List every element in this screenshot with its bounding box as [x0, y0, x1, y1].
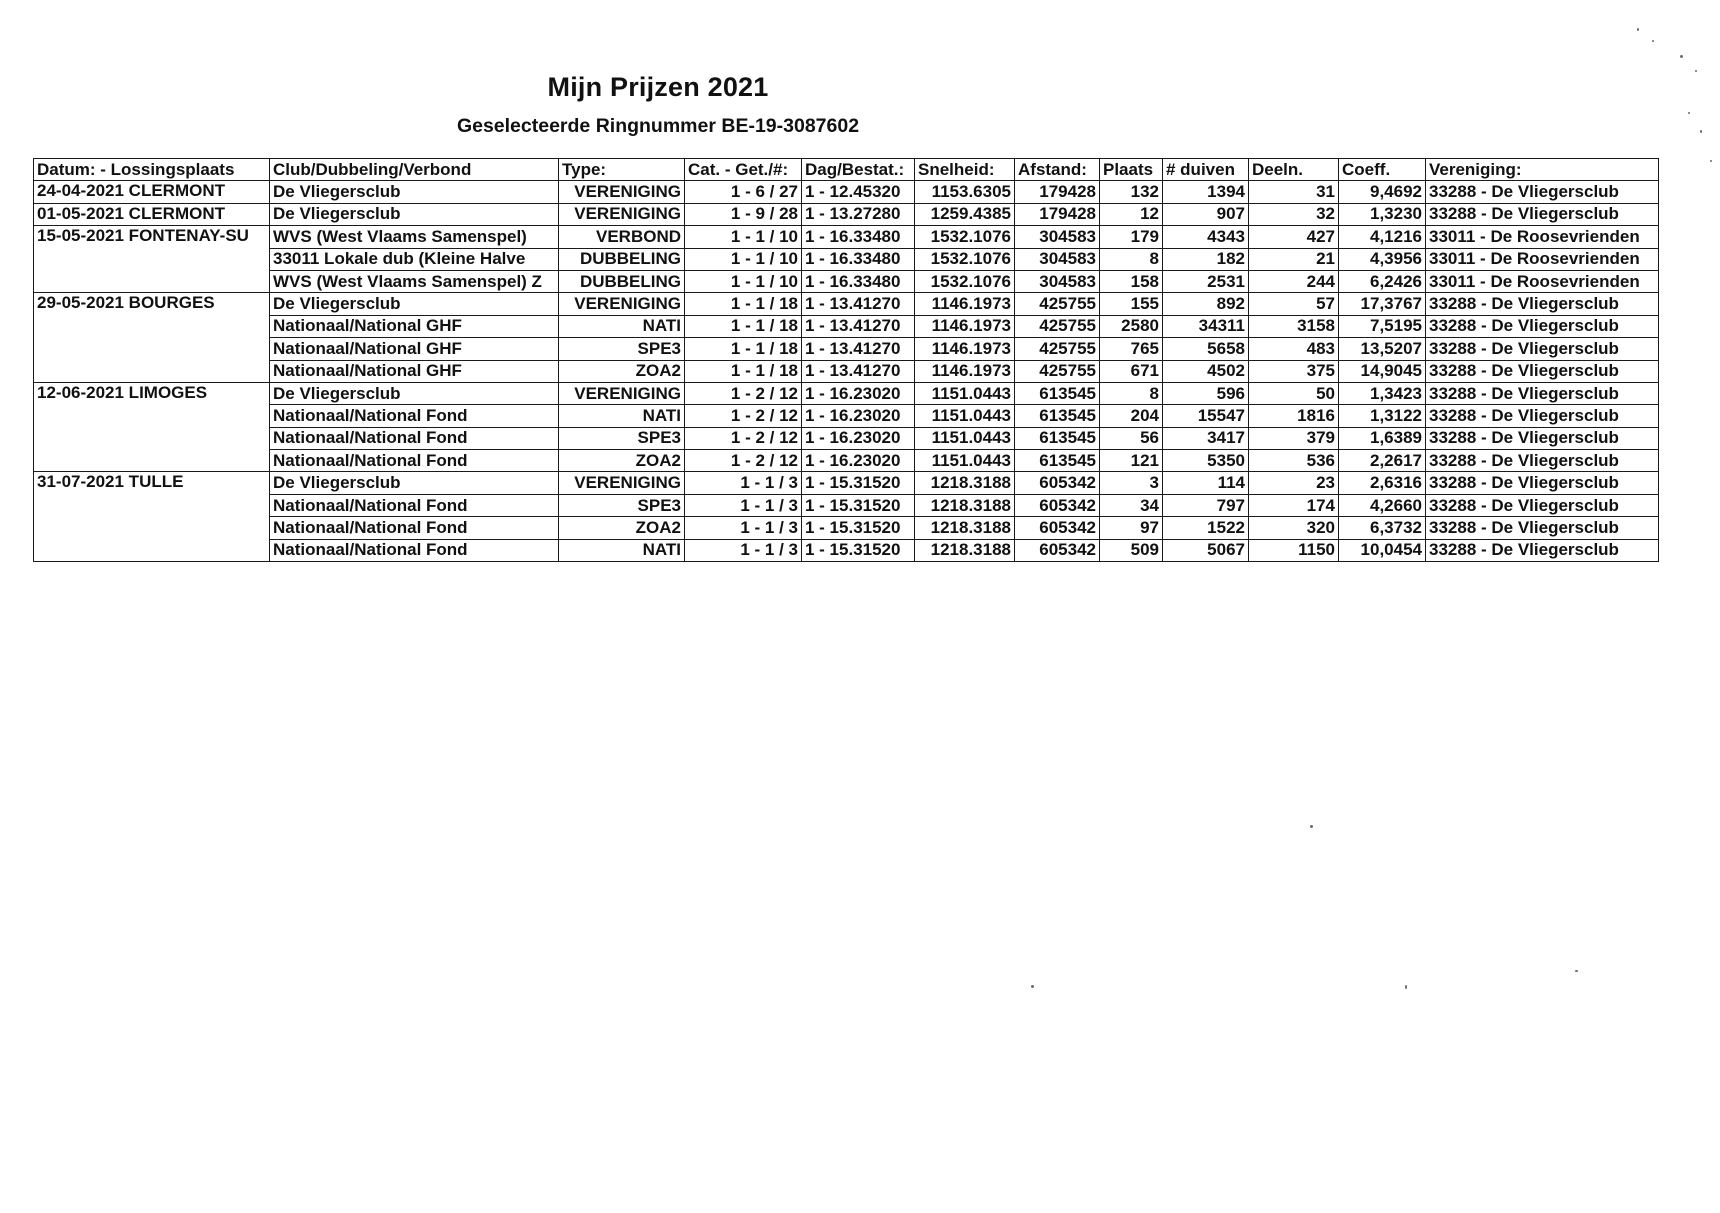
participants-cell: 21 — [1249, 248, 1339, 270]
scan-speck — [1310, 825, 1313, 828]
speed-cell: 1151.0443 — [915, 405, 1015, 427]
place-cell: 97 — [1100, 517, 1163, 539]
coefficient-cell: 4,3956 — [1339, 248, 1426, 270]
participants-cell: 536 — [1249, 450, 1339, 472]
date-place-label: 01-05-2021 CLERMONT — [37, 203, 226, 223]
scan-speck — [1652, 40, 1654, 42]
arrival-cell: 1 - 16.23020 — [802, 405, 915, 427]
pigeons-cell: 1394 — [1163, 181, 1249, 203]
table-row — [34, 248, 1659, 270]
arrival-cell: 1 - 13.41270 — [802, 360, 915, 382]
table-row — [34, 181, 1659, 203]
pigeons-cell: 2531 — [1163, 270, 1249, 292]
type-cell: VERENIGING — [559, 181, 685, 203]
distance-cell: 425755 — [1015, 338, 1100, 360]
scan-speck — [1031, 985, 1034, 988]
participants-cell: 31 — [1249, 181, 1339, 203]
club-cell: Nationaal/National Fond — [270, 427, 559, 449]
place-cell: 179 — [1100, 226, 1163, 248]
arrival-cell: 1 - 16.23020 — [802, 382, 915, 404]
arrival-cell: 1 - 16.33480 — [802, 270, 915, 292]
association-cell: 33288 - De Vliegersclub — [1426, 450, 1659, 472]
category-cell: 1 - 1 / 10 — [685, 270, 802, 292]
club-cell: 33011 Lokale dub (Kleine Halve — [270, 248, 559, 270]
column-header-snelheid: Snelheid: — [915, 159, 1015, 181]
column-header-deeln: Deeln. — [1249, 159, 1339, 181]
distance-cell: 605342 — [1015, 539, 1100, 561]
distance-cell: 179428 — [1015, 203, 1100, 225]
club-cell: De Vliegersclub — [270, 293, 559, 315]
place-cell: 204 — [1100, 405, 1163, 427]
coefficient-cell: 2,6316 — [1339, 472, 1426, 494]
column-header-plaats: Plaats — [1100, 159, 1163, 181]
place-cell: 2580 — [1100, 315, 1163, 337]
speed-cell: 1218.3188 — [915, 517, 1015, 539]
date-place-cell — [34, 203, 270, 225]
participants-cell: 3158 — [1249, 315, 1339, 337]
type-cell: VERENIGING — [559, 382, 685, 404]
category-cell: 1 - 1 / 3 — [685, 472, 802, 494]
pigeons-cell: 5350 — [1163, 450, 1249, 472]
speed-cell: 1218.3188 — [915, 539, 1015, 561]
table-row — [34, 427, 1659, 449]
association-cell: 33011 - De Roosevrienden — [1426, 226, 1659, 248]
distance-cell: 304583 — [1015, 270, 1100, 292]
column-header-afstand: Afstand: — [1015, 159, 1100, 181]
arrival-cell: 1 - 16.23020 — [802, 450, 915, 472]
date-place-cell — [34, 181, 270, 203]
arrival-cell: 1 - 13.41270 — [802, 293, 915, 315]
type-cell: DUBBELING — [559, 248, 685, 270]
participants-cell: 23 — [1249, 472, 1339, 494]
arrival-cell: 1 - 16.33480 — [802, 248, 915, 270]
coefficient-cell: 4,1216 — [1339, 226, 1426, 248]
scan-speck — [1700, 130, 1702, 133]
pigeons-cell: 5067 — [1163, 539, 1249, 561]
speed-cell: 1151.0443 — [915, 427, 1015, 449]
page-subtitle: Geselecteerde Ringnummer BE-19-3087602 — [456, 115, 860, 137]
coefficient-cell: 1,3230 — [1339, 203, 1426, 225]
coefficient-cell: 17,3767 — [1339, 293, 1426, 315]
table-row — [34, 382, 1659, 404]
column-header-type: Type: — [559, 159, 685, 181]
club-cell: WVS (West Vlaams Samenspel) — [270, 226, 559, 248]
table-row — [34, 226, 1659, 248]
category-cell: 1 - 6 / 27 — [685, 181, 802, 203]
association-cell: 33288 - De Vliegersclub — [1426, 315, 1659, 337]
column-header-coeff: Coeff. — [1339, 159, 1426, 181]
date-place-label: 12-06-2021 LIMOGES — [37, 382, 208, 402]
category-cell: 1 - 9 / 28 — [685, 203, 802, 225]
coefficient-cell: 14,9045 — [1339, 360, 1426, 382]
speed-cell: 1153.6305 — [915, 181, 1015, 203]
date-place-label: 29-05-2021 BOURGES — [37, 293, 215, 313]
pigeons-cell: 797 — [1163, 494, 1249, 516]
place-cell: 3 — [1100, 472, 1163, 494]
type-cell: SPE3 — [559, 338, 685, 360]
pigeons-cell: 3417 — [1163, 427, 1249, 449]
date-place-label: 24-04-2021 CLERMONT — [37, 181, 226, 201]
association-cell: 33011 - De Roosevrienden — [1426, 270, 1659, 292]
table-row — [34, 203, 1659, 225]
participants-cell: 379 — [1249, 427, 1339, 449]
column-header-dag: Dag/Bestat.: — [802, 159, 915, 181]
participants-cell: 1150 — [1249, 539, 1339, 561]
column-header-duiven: # duiven — [1163, 159, 1249, 181]
place-cell: 509 — [1100, 539, 1163, 561]
pigeons-cell: 34311 — [1163, 315, 1249, 337]
table-row — [34, 315, 1659, 337]
arrival-cell: 1 - 13.41270 — [802, 338, 915, 360]
category-cell: 1 - 2 / 12 — [685, 427, 802, 449]
date-place-label: 15-05-2021 FONTENAY-SU — [37, 226, 249, 246]
association-cell: 33288 - De Vliegersclub — [1426, 203, 1659, 225]
pigeons-cell: 4502 — [1163, 360, 1249, 382]
date-place-cell — [34, 293, 270, 383]
distance-cell: 179428 — [1015, 181, 1100, 203]
participants-cell: 483 — [1249, 338, 1339, 360]
type-cell: ZOA2 — [559, 517, 685, 539]
pigeons-cell: 15547 — [1163, 405, 1249, 427]
date-place-cell — [34, 382, 270, 472]
pigeons-cell: 5658 — [1163, 338, 1249, 360]
type-cell: SPE3 — [559, 494, 685, 516]
category-cell: 1 - 1 / 18 — [685, 338, 802, 360]
category-cell: 1 - 1 / 3 — [685, 539, 802, 561]
club-cell: De Vliegersclub — [270, 203, 559, 225]
category-cell: 1 - 2 / 12 — [685, 382, 802, 404]
type-cell: VERENIGING — [559, 203, 685, 225]
arrival-cell: 1 - 16.23020 — [802, 427, 915, 449]
prizes-table — [33, 158, 1659, 562]
arrival-cell: 1 - 13.27280 — [802, 203, 915, 225]
place-cell: 155 — [1100, 293, 1163, 315]
association-cell: 33288 - De Vliegersclub — [1426, 181, 1659, 203]
type-cell: VERBOND — [559, 226, 685, 248]
distance-cell: 425755 — [1015, 293, 1100, 315]
table-header-row — [34, 159, 1659, 181]
club-cell: WVS (West Vlaams Samenspel) Z — [270, 270, 559, 292]
place-cell: 671 — [1100, 360, 1163, 382]
distance-cell: 425755 — [1015, 360, 1100, 382]
column-header-datum: Datum: - Lossingsplaats — [34, 159, 270, 181]
category-cell: 1 - 2 / 12 — [685, 450, 802, 472]
distance-cell: 605342 — [1015, 472, 1100, 494]
type-cell: NATI — [559, 539, 685, 561]
pigeons-cell: 907 — [1163, 203, 1249, 225]
distance-cell: 613545 — [1015, 427, 1100, 449]
coefficient-cell: 4,2660 — [1339, 494, 1426, 516]
coefficient-cell: 1,6389 — [1339, 427, 1426, 449]
coefficient-cell: 10,0454 — [1339, 539, 1426, 561]
scan-speck — [1637, 28, 1639, 31]
participants-cell: 320 — [1249, 517, 1339, 539]
association-cell: 33288 - De Vliegersclub — [1426, 472, 1659, 494]
type-cell: SPE3 — [559, 427, 685, 449]
association-cell: 33288 - De Vliegersclub — [1426, 360, 1659, 382]
arrival-cell: 1 - 16.33480 — [802, 226, 915, 248]
association-cell: 33288 - De Vliegersclub — [1426, 539, 1659, 561]
scan-speck — [1575, 970, 1578, 972]
speed-cell: 1151.0443 — [915, 382, 1015, 404]
speed-cell: 1151.0443 — [915, 450, 1015, 472]
coefficient-cell: 13,5207 — [1339, 338, 1426, 360]
table-row — [34, 517, 1659, 539]
category-cell: 1 - 1 / 18 — [685, 360, 802, 382]
column-header-cat: Cat. - Get./#: — [685, 159, 802, 181]
club-cell: Nationaal/National Fond — [270, 405, 559, 427]
speed-cell: 1259.4385 — [915, 203, 1015, 225]
table-row — [34, 405, 1659, 427]
association-cell: 33011 - De Roosevrienden — [1426, 248, 1659, 270]
pigeons-cell: 1522 — [1163, 517, 1249, 539]
club-cell: Nationaal/National GHF — [270, 315, 559, 337]
table-row — [34, 270, 1659, 292]
association-cell: 33288 - De Vliegersclub — [1426, 293, 1659, 315]
arrival-cell: 1 - 15.31520 — [802, 472, 915, 494]
table-body — [34, 181, 1659, 562]
coefficient-cell: 2,2617 — [1339, 450, 1426, 472]
arrival-cell: 1 - 15.31520 — [802, 494, 915, 516]
club-cell: De Vliegersclub — [270, 181, 559, 203]
table-row — [34, 539, 1659, 561]
club-cell: Nationaal/National Fond — [270, 517, 559, 539]
pigeons-cell: 596 — [1163, 382, 1249, 404]
table-row — [34, 338, 1659, 360]
date-place-cell — [34, 472, 270, 562]
association-cell: 33288 - De Vliegersclub — [1426, 338, 1659, 360]
participants-cell: 244 — [1249, 270, 1339, 292]
coefficient-cell: 1,3122 — [1339, 405, 1426, 427]
association-cell: 33288 - De Vliegersclub — [1426, 494, 1659, 516]
speed-cell: 1146.1973 — [915, 360, 1015, 382]
speed-cell: 1146.1973 — [915, 338, 1015, 360]
arrival-cell: 1 - 13.41270 — [802, 315, 915, 337]
speed-cell: 1218.3188 — [915, 472, 1015, 494]
pigeons-cell: 182 — [1163, 248, 1249, 270]
category-cell: 1 - 1 / 18 — [685, 293, 802, 315]
place-cell: 8 — [1100, 382, 1163, 404]
scan-speck — [1688, 112, 1690, 114]
table-row — [34, 472, 1659, 494]
club-cell: De Vliegersclub — [270, 382, 559, 404]
column-header-club: Club/Dubbeling/Verbond — [270, 159, 559, 181]
speed-cell: 1218.3188 — [915, 494, 1015, 516]
type-cell: ZOA2 — [559, 450, 685, 472]
speed-cell: 1532.1076 — [915, 270, 1015, 292]
column-header-vereniging: Vereniging: — [1426, 159, 1659, 181]
type-cell: ZOA2 — [559, 360, 685, 382]
participants-cell: 57 — [1249, 293, 1339, 315]
coefficient-cell: 6,3732 — [1339, 517, 1426, 539]
speed-cell: 1146.1973 — [915, 293, 1015, 315]
date-place-cell — [34, 226, 270, 293]
category-cell: 1 - 1 / 3 — [685, 494, 802, 516]
place-cell: 12 — [1100, 203, 1163, 225]
participants-cell: 427 — [1249, 226, 1339, 248]
type-cell: VERENIGING — [559, 472, 685, 494]
distance-cell: 425755 — [1015, 315, 1100, 337]
scan-speck — [1710, 160, 1712, 162]
distance-cell: 605342 — [1015, 494, 1100, 516]
participants-cell: 32 — [1249, 203, 1339, 225]
page-title: Mijn Prijzen 2021 — [547, 72, 769, 102]
place-cell: 8 — [1100, 248, 1163, 270]
distance-cell: 304583 — [1015, 226, 1100, 248]
table-row — [34, 450, 1659, 472]
date-place-label: 31-07-2021 TULLE — [37, 472, 184, 492]
table-row — [34, 494, 1659, 516]
association-cell: 33288 - De Vliegersclub — [1426, 405, 1659, 427]
speed-cell: 1532.1076 — [915, 248, 1015, 270]
pigeons-cell: 892 — [1163, 293, 1249, 315]
coefficient-cell: 6,2426 — [1339, 270, 1426, 292]
participants-cell: 1816 — [1249, 405, 1339, 427]
speed-cell: 1146.1973 — [915, 315, 1015, 337]
pigeons-cell: 4343 — [1163, 226, 1249, 248]
distance-cell: 304583 — [1015, 248, 1100, 270]
association-cell: 33288 - De Vliegersclub — [1426, 427, 1659, 449]
coefficient-cell: 9,4692 — [1339, 181, 1426, 203]
club-cell: Nationaal/National Fond — [270, 450, 559, 472]
place-cell: 56 — [1100, 427, 1163, 449]
association-cell: 33288 - De Vliegersclub — [1426, 517, 1659, 539]
arrival-cell: 1 - 12.45320 — [802, 181, 915, 203]
table-row — [34, 360, 1659, 382]
place-cell: 765 — [1100, 338, 1163, 360]
scan-speck — [1405, 985, 1407, 989]
speed-cell: 1532.1076 — [915, 226, 1015, 248]
coefficient-cell: 7,5195 — [1339, 315, 1426, 337]
place-cell: 34 — [1100, 494, 1163, 516]
table-row — [34, 293, 1659, 315]
participants-cell: 50 — [1249, 382, 1339, 404]
association-cell: 33288 - De Vliegersclub — [1426, 382, 1659, 404]
club-cell: Nationaal/National GHF — [270, 338, 559, 360]
club-cell: De Vliegersclub — [270, 472, 559, 494]
place-cell: 121 — [1100, 450, 1163, 472]
distance-cell: 613545 — [1015, 405, 1100, 427]
scan-speck — [1695, 70, 1697, 72]
category-cell: 1 - 1 / 10 — [685, 226, 802, 248]
coefficient-cell: 1,3423 — [1339, 382, 1426, 404]
distance-cell: 613545 — [1015, 450, 1100, 472]
category-cell: 1 - 1 / 18 — [685, 315, 802, 337]
club-cell: Nationaal/National Fond — [270, 539, 559, 561]
participants-cell: 174 — [1249, 494, 1339, 516]
scan-speck — [1680, 55, 1683, 58]
place-cell: 132 — [1100, 181, 1163, 203]
distance-cell: 613545 — [1015, 382, 1100, 404]
type-cell: NATI — [559, 405, 685, 427]
arrival-cell: 1 - 15.31520 — [802, 517, 915, 539]
club-cell: Nationaal/National GHF — [270, 360, 559, 382]
category-cell: 1 - 1 / 10 — [685, 248, 802, 270]
pigeons-cell: 114 — [1163, 472, 1249, 494]
category-cell: 1 - 2 / 12 — [685, 405, 802, 427]
category-cell: 1 - 1 / 3 — [685, 517, 802, 539]
participants-cell: 375 — [1249, 360, 1339, 382]
club-cell: Nationaal/National Fond — [270, 494, 559, 516]
distance-cell: 605342 — [1015, 517, 1100, 539]
type-cell: NATI — [559, 315, 685, 337]
place-cell: 158 — [1100, 270, 1163, 292]
arrival-cell: 1 - 15.31520 — [802, 539, 915, 561]
type-cell: DUBBELING — [559, 270, 685, 292]
type-cell: VERENIGING — [559, 293, 685, 315]
